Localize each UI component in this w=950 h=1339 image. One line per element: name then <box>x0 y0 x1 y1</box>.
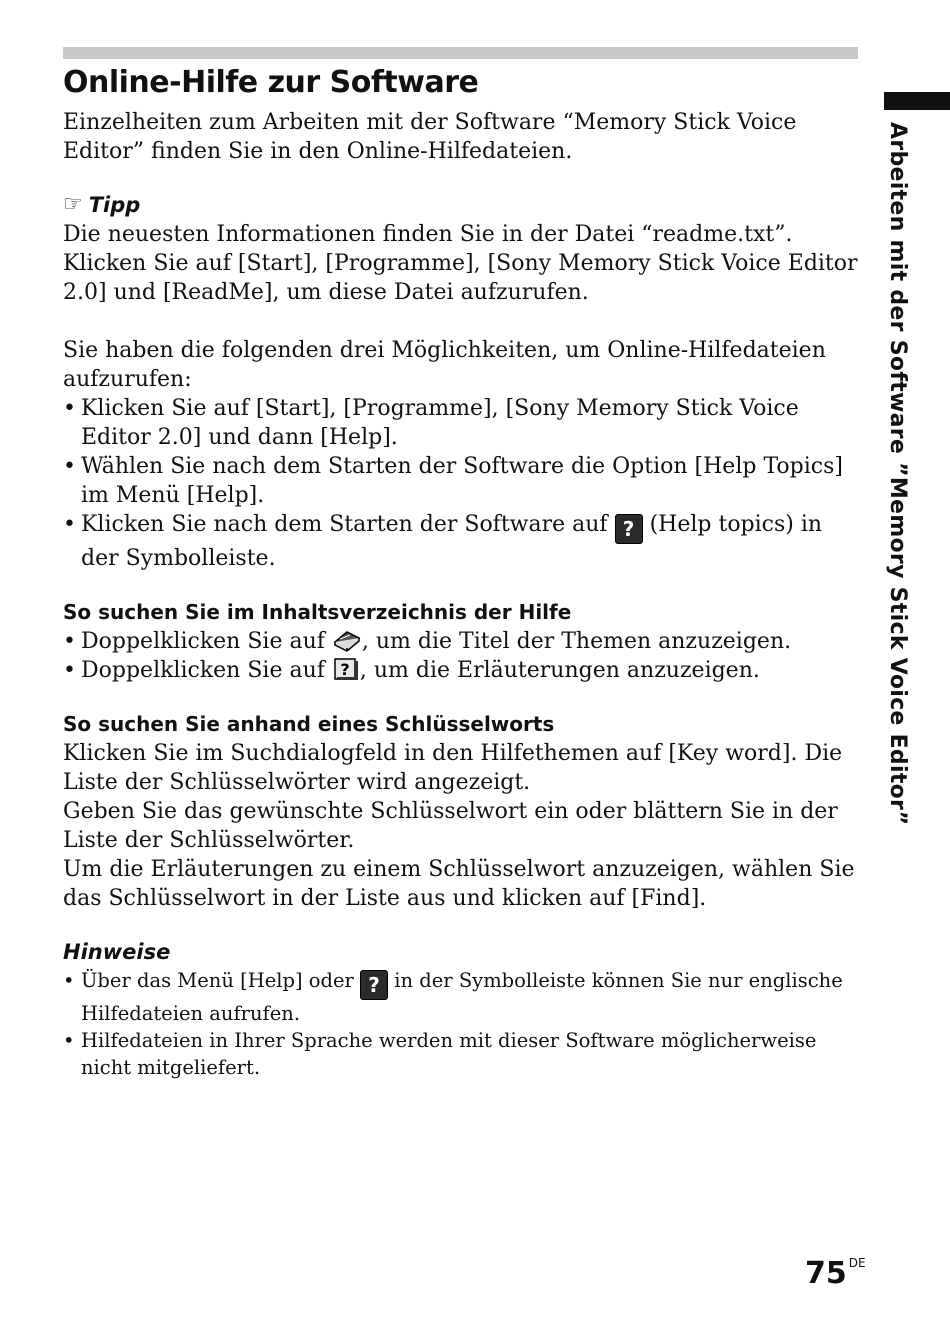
help-question-icon: ? <box>360 970 388 1000</box>
book-icon <box>332 628 362 652</box>
svg-text:?: ? <box>340 660 350 679</box>
hinweise-label-text: Hinweise <box>63 940 171 964</box>
contents-heading: So suchen Sie im Inhaltsverzeichnis der Hilfe <box>63 600 572 624</box>
page-title: Online-Hilfe zur Software <box>63 65 479 100</box>
tipp-label-text: Tipp <box>88 193 141 217</box>
contents-item-page: • Doppelklicken Sie auf ? , um die Erläuterungen anzuzeigen. <box>63 656 863 685</box>
options-item-help-topics: • Wählen Sie nach dem Starten der Software die Option [Help Topics] im Menü [Help]. <box>63 452 863 510</box>
keyword-paragraph-2: Geben Sie das gewünschte Schlüsselwort ein oder blättern Sie in der Liste der Schlüsselwörter. <box>63 799 838 853</box>
contents-item-book: • Doppelklicken Sie auf , um die Titel der Themen anzuzeigen. <box>63 627 863 656</box>
side-tab-text: Arbeiten mit der Software ”Memory Stick Voice Editor” <box>885 122 910 826</box>
options-item-toolbar: • Klicken Sie nach dem Starten der Software auf ? (Help topics) in der Symbolleiste. <box>63 510 863 573</box>
top-rule <box>63 47 858 59</box>
tipp-paragraph: Die neuesten Informationen finden Sie in der Datei “readme.txt”. Klicken Sie auf [Start], [Programme], [Sony Memory Stick Voice Editor 2.0] und [ReadMe], um diese Datei aufzurufen. <box>63 222 858 305</box>
side-tab-marker <box>884 92 950 110</box>
pointing-hand-icon: ☞ <box>63 192 83 217</box>
page-content <box>63 62 863 1081</box>
page-language-suffix: DE <box>848 1256 866 1270</box>
contents-list <box>63 627 863 685</box>
keyword-heading: So suchen Sie anhand eines Schlüsselworts <box>63 712 555 736</box>
options-list <box>63 394 863 573</box>
options-intro: Sie haben die folgenden drei Möglichkeiten, um Online-Hilfedateien aufzurufen: <box>63 338 826 392</box>
hinweise-item-language: • Hilfedateien in Ihrer Sprache werden mit dieser Software möglicherweise nicht mitgeliefert. <box>63 1027 863 1081</box>
keyword-paragraph-3: Um die Erläuterungen zu einem Schlüsselwort anzuzeigen, wählen Sie das Schlüsselwort in der Liste aus und klicken auf [Find]. <box>63 857 855 911</box>
intro-paragraph: Einzelheiten zum Arbeiten mit der Software “Memory Stick Voice Editor” finden Sie in den Online-Hilfedateien. <box>63 110 797 164</box>
hinweise-list <box>63 967 863 1081</box>
help-page-icon <box>332 657 360 681</box>
options-item-start-menu: • Klicken Sie auf [Start], [Programme], [Sony Memory Stick Voice Editor 2.0] und dann [Help]. <box>63 394 863 452</box>
page-number: 75 $^{DE}$ <box>805 1256 866 1291</box>
hinweise-item-english-only: • Über das Menü [Help] oder ? in der Symbolleiste können Sie nur englische Hilfedateien aufrufen. <box>63 967 863 1027</box>
tipp-label <box>63 190 863 220</box>
help-question-icon: ? <box>615 514 643 544</box>
hinweise-label <box>63 937 863 967</box>
keyword-paragraph-1: Klicken Sie im Suchdialogfeld in den Hilfethemen auf [Key word]. Die Liste der Schlüsselwörter wird angezeigt. <box>63 741 843 795</box>
